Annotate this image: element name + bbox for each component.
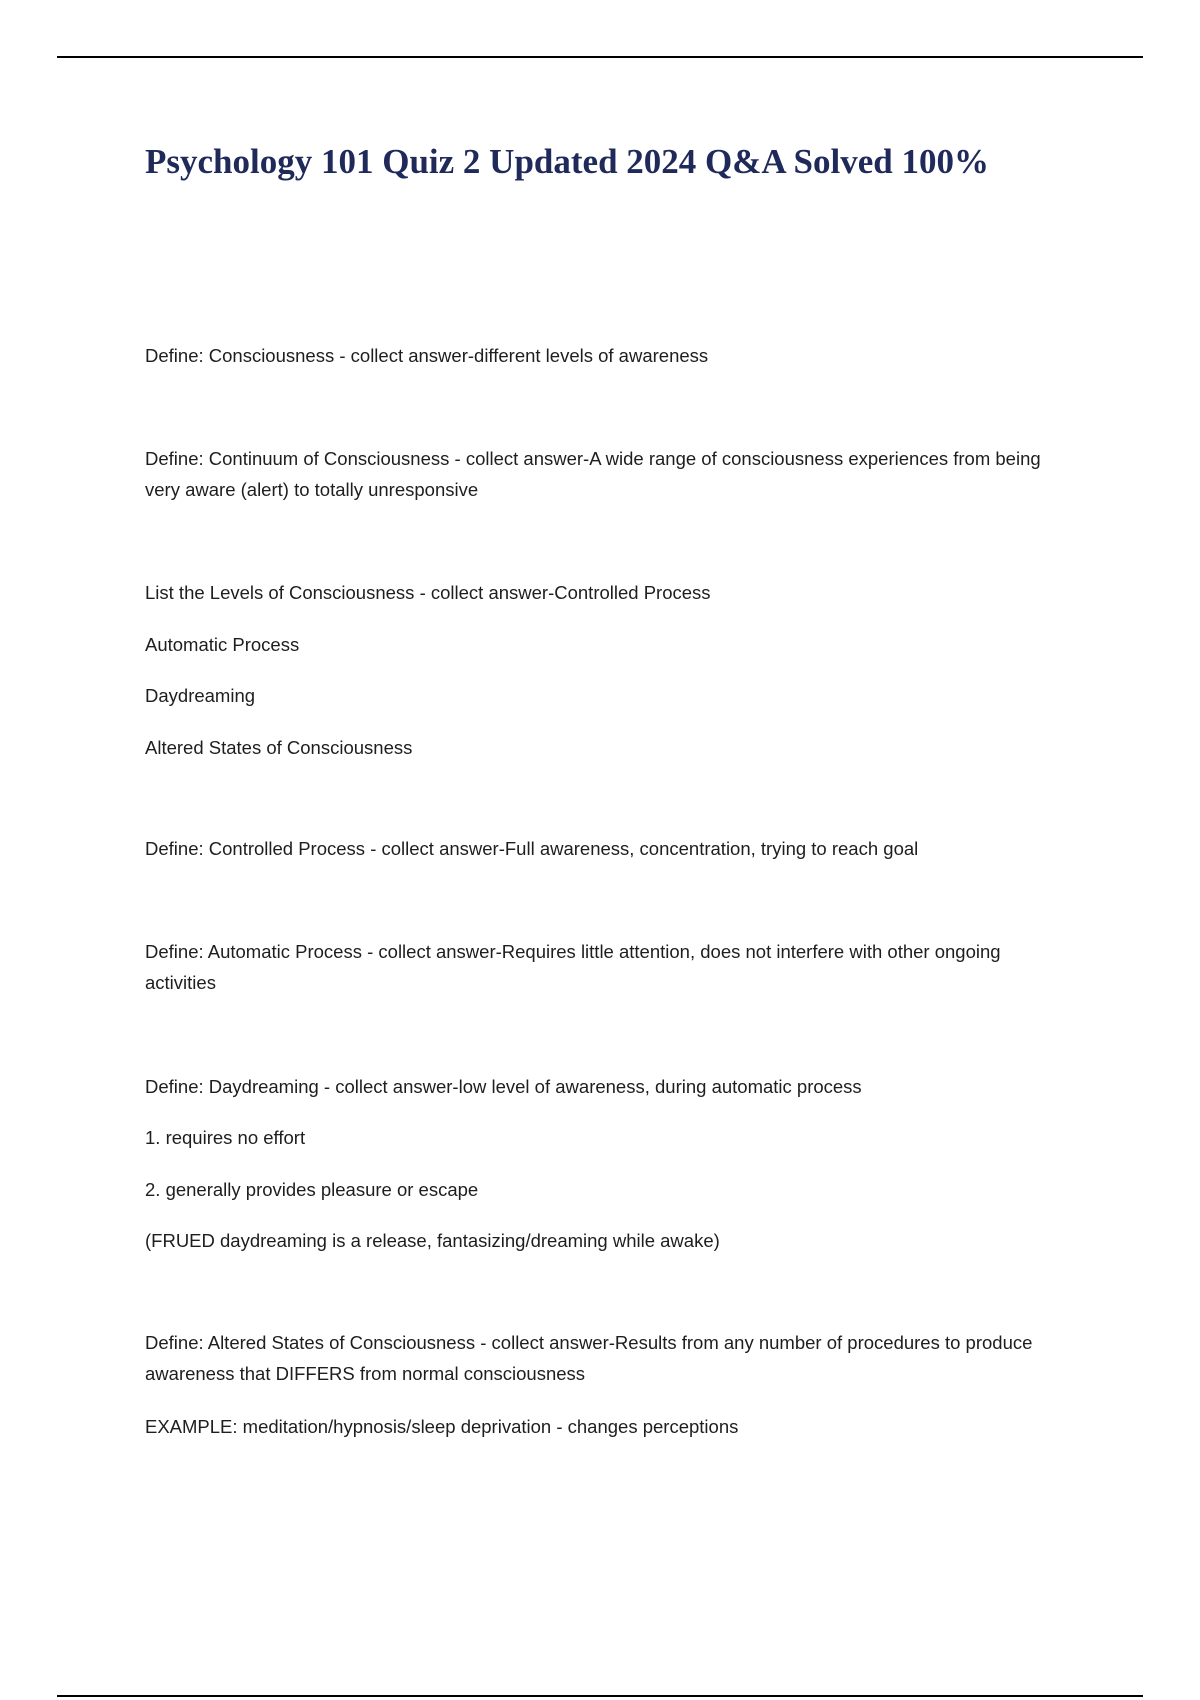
qa-line: Define: Controlled Process - collect answer-Full awareness, concentration, trying to reach goal bbox=[145, 838, 919, 859]
qa-line: Define: Automatic Process - collect answer-Requires little attention, does not interfere with other ongoing activities bbox=[145, 941, 1001, 993]
qa-line: Define: Continuum of Consciousness - collect answer-A wide range of consciousness experiences from being very aware (alert) to totally unresponsive bbox=[145, 448, 1041, 500]
qa-line: 1. requires no effort bbox=[145, 1127, 306, 1148]
qa-line: Define: Altered States of Consciousness - collect answer-Results from any number of procedures to produce awareness that DIFFERS from normal consciousness bbox=[145, 1332, 1033, 1384]
document-title: Psychology 101 Quiz 2 Updated 2024 Q&A Solved 100% bbox=[145, 142, 989, 181]
qa-line: Define: Daydreaming - collect answer-low level of awareness, during automatic process bbox=[145, 1076, 862, 1097]
qa-line: (FRUED daydreaming is a release, fantasizing/dreaming while awake) bbox=[145, 1230, 720, 1251]
qa-line: Altered States of Consciousness bbox=[145, 737, 413, 758]
qa-line: Automatic Process bbox=[145, 634, 300, 655]
qa-line: EXAMPLE: meditation/hypnosis/sleep deprivation - changes perceptions bbox=[145, 1416, 739, 1437]
qa-line: 2. generally provides pleasure or escape bbox=[145, 1179, 479, 1200]
qa-line: List the Levels of Consciousness - collect answer-Controlled Process bbox=[145, 582, 711, 603]
qa-line: Daydreaming bbox=[145, 685, 256, 706]
qa-line: Define: Consciousness - collect answer-different levels of awareness bbox=[145, 345, 709, 366]
header-rule bbox=[57, 56, 1143, 58]
footer-rule bbox=[57, 1695, 1143, 1697]
